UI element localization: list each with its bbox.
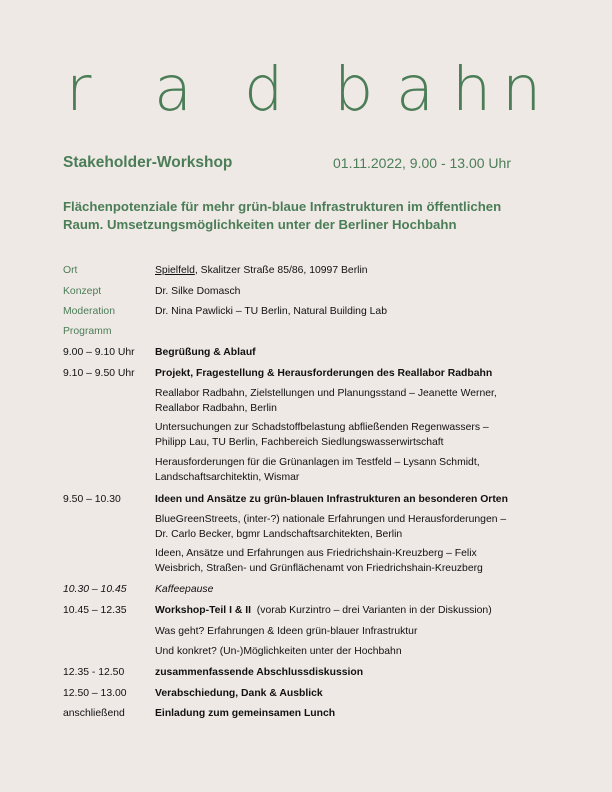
slot-time: 9.10 – 9.50 Uhr xyxy=(63,368,135,379)
workshop-subtitle xyxy=(63,198,543,234)
ort-address: , Skalitzer Straße 85/86, 10997 Berlin xyxy=(194,265,368,276)
slot-time: 9.50 – 10.30 xyxy=(63,494,121,505)
radbahn-logo xyxy=(66,64,541,116)
workshop-title: Stakeholder-Workshop xyxy=(63,154,233,171)
slot-title: Workshop-Teil I & II xyxy=(155,605,252,616)
programm-label: Programm xyxy=(63,326,112,337)
subtitle-line-2: Raum. Umsetzungsmöglichkeiten unter der Berliner Hochbahn xyxy=(63,217,457,232)
slot-title: Einladung zum gemeinsamen Lunch xyxy=(155,708,336,719)
slot-time: 9.00 – 9.10 Uhr xyxy=(63,347,135,358)
item-text xyxy=(155,546,560,576)
logo-letter-r: r xyxy=(66,64,92,116)
ort-value xyxy=(155,263,560,278)
slot-note: (vorab Kurzintro – drei Varianten in der Diskussion) xyxy=(251,605,492,616)
item-text xyxy=(155,386,560,416)
header-row xyxy=(63,154,533,174)
item-line: Weisbrich, Straßen- und Grünflächenamt von Friedrichshain-Kreuzberg xyxy=(155,563,483,574)
item-line: Dr. Carlo Becker, bgmr Landschaftsarchitekten, Berlin xyxy=(155,529,403,540)
item-text xyxy=(155,512,560,542)
item-line: Reallabor Radbahn, Zielstellungen und Planungsstand – Jeanette Werner, xyxy=(155,388,497,399)
slot-title: zusammenfassende Abschlussdiskussion xyxy=(155,667,364,678)
item-line: Ideen, Ansätze und Erfahrungen aus Friedrichshain-Kreuzberg – Felix xyxy=(155,548,477,559)
logo-letter-n: n xyxy=(502,64,541,116)
slot-time: 10.30 – 10.45 xyxy=(63,584,127,595)
item-line: Philipp Lau, TU Berlin, Fachbereich Siedlungswasserwirtschaft xyxy=(155,437,444,448)
item-line: Untersuchungen zur Schadstoffbelastung abfließenden Regenwassers – xyxy=(155,422,489,433)
slot-title: Verabschiedung, Dank & Ausblick xyxy=(155,688,323,699)
item-line: BlueGreenStreets, (inter-?) nationale Erfahrungen und Herausforderungen – xyxy=(155,514,507,525)
item-text: Und konkret? (Un-)Möglichkeiten unter der Hochbahn xyxy=(155,646,402,657)
slot-title: Kaffeepause xyxy=(155,584,214,595)
slot-title-wrap xyxy=(155,603,560,618)
subtitle-line-1: Flächenpotenziale für mehr grün-blaue Infrastrukturen im öffentlichen xyxy=(63,199,502,214)
ort-label: Ort xyxy=(63,265,78,276)
slot-title: Projekt, Fragestellung & Herausforderungen des Reallabor Radbahn xyxy=(155,368,493,379)
slot-time: 12.35 - 12.50 xyxy=(63,667,125,678)
slot-title: Ideen und Ansätze zu grün-blauen Infrastrukturen an besonderen Orten xyxy=(155,494,508,505)
logo-letter-b: b xyxy=(334,64,374,116)
item-line: Landschaftsarchitektin, Wismar xyxy=(155,472,300,483)
logo-letter-h: h xyxy=(452,64,492,116)
item-line: Herausforderungen für die Grünanlagen im Testfeld – Lysann Schmidt, xyxy=(155,457,480,468)
konzept-value: Dr. Silke Domasch xyxy=(155,286,241,297)
ort-venue: Spielfeld xyxy=(155,265,195,276)
workshop-date: 01.11.2022, 9.00 - 13.00 Uhr xyxy=(333,155,511,171)
moderation-label: Moderation xyxy=(63,306,115,317)
logo-letter-a: a xyxy=(154,64,192,116)
slot-title: Begrüßung & Ablauf xyxy=(155,347,256,358)
item-line: Reallabor Radbahn, Berlin xyxy=(155,403,277,414)
logo-letter-d: d xyxy=(244,64,284,116)
item-text: Was geht? Erfahrungen & Ideen grün-blauer Infrastruktur xyxy=(155,626,418,637)
slot-time: 12.50 – 13.00 xyxy=(63,688,127,699)
logo-letter-a2: a xyxy=(396,64,434,116)
slot-time: 10.45 – 12.35 xyxy=(63,605,127,616)
item-text xyxy=(155,455,560,485)
moderation-value: Dr. Nina Pawlicki – TU Berlin, Natural Building Lab xyxy=(155,306,387,317)
konzept-label: Konzept xyxy=(63,286,102,297)
item-text xyxy=(155,420,560,450)
slot-time: anschließend xyxy=(63,708,125,719)
